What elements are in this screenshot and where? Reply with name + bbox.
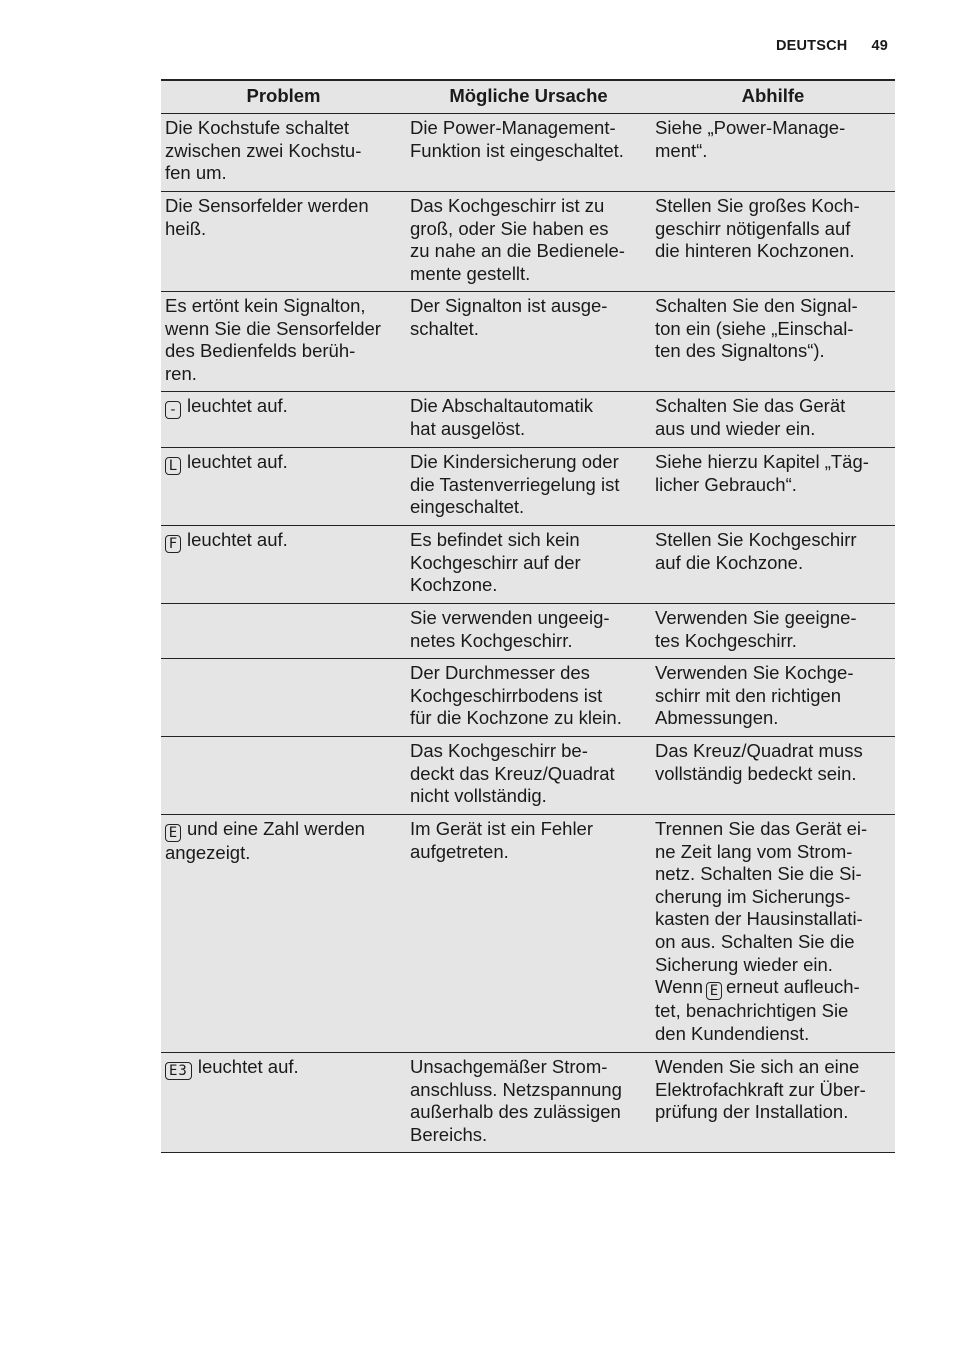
page-number: 49: [871, 38, 888, 54]
problem-text: leuchtet auf.: [187, 529, 288, 550]
cause-cell: Die Kindersicherung oder die Tastenverriegelung ist eingeschaltet.: [410, 451, 620, 518]
problem-cell: [161, 526, 406, 604]
column-header-remedy: Abhilfe: [741, 85, 805, 106]
problem-cell: [161, 815, 406, 1053]
remedy-cell: Schalten Sie den Signal- ton ein (siehe „Einschal- ten des Signaltons“).: [655, 295, 858, 362]
cause-cell: Die Power-Management- Funktion ist eingeschaltet.: [410, 117, 624, 161]
table-row: [161, 292, 895, 392]
problem-cell: Es ertönt kein Signalton, wenn Sie die Sensorfelder des Bedienfelds berüh- ren.: [165, 295, 381, 384]
problem-cell: [161, 604, 406, 659]
cause-cell: Unsachgemäßer Strom- anschluss. Netzspannung außerhalb des zulässigen Bereichs.: [410, 1056, 622, 1145]
table-row: [161, 604, 895, 659]
cause-cell: Es befindet sich kein Kochgeschirr auf der Kochzone.: [410, 529, 581, 596]
display-l-symbol: L: [165, 457, 181, 475]
table-row: [161, 448, 895, 526]
remedy-cell: Das Kreuz/Quadrat muss vollständig bedeckt sein.: [655, 740, 863, 784]
table-header-row: [161, 80, 895, 114]
display-dash-symbol: -: [165, 401, 181, 419]
cause-cell: Das Kochgeschirr ist zu groß, oder Sie haben es zu nahe an die Bedienele- mente gestellt.: [410, 195, 625, 284]
remedy-cell: Siehe hierzu Kapitel „Täg- licher Gebrauch“.: [655, 451, 869, 495]
remedy-cell: [651, 815, 895, 1053]
table-row: [161, 1053, 895, 1153]
problem-cell: [161, 392, 406, 448]
remedy-text-part2: erneut aufleuch- tet, benachrichtigen Sie den Kundendienst.: [655, 976, 860, 1044]
table-row: [161, 526, 895, 604]
troubleshooting-table: [161, 79, 895, 1153]
cause-cell: Die Abschaltautomatik hat ausgelöst.: [410, 395, 594, 439]
table-row: [161, 737, 895, 815]
column-header-cause: Mögliche Ursache: [449, 85, 608, 106]
page-header: [776, 38, 888, 54]
table-row: [161, 815, 895, 1053]
display-e3-symbol: E3: [165, 1062, 192, 1080]
cause-cell: Im Gerät ist ein Fehler aufgetreten.: [410, 818, 594, 862]
remedy-cell: Stellen Sie Kochgeschirr auf die Kochzone.: [655, 529, 857, 573]
remedy-cell: Siehe „Power-Manage- ment“.: [655, 117, 846, 161]
problem-text: und eine Zahl werden angezeigt.: [165, 818, 365, 863]
display-f-symbol: F: [165, 535, 181, 553]
cause-cell: Der Signalton ist ausge- schaltet.: [410, 295, 608, 339]
remedy-cell: Verwenden Sie Kochge- schirr mit den richtigen Abmessungen.: [655, 662, 854, 729]
problem-text: leuchtet auf.: [187, 451, 288, 472]
remedy-cell: Stellen Sie großes Koch- geschirr nötigenfalls auf die hinteren Kochzonen.: [655, 195, 860, 262]
table-row: [161, 114, 895, 192]
column-header-problem: Problem: [246, 85, 321, 106]
problem-text: leuchtet auf.: [187, 395, 288, 416]
cause-cell: Das Kochgeschirr be- deckt das Kreuz/Quadrat nicht vollständig.: [410, 740, 615, 807]
problem-cell: [161, 659, 406, 737]
language-label: DEUTSCH: [775, 38, 848, 54]
cause-cell: Der Durchmesser des Kochgeschirrbodens ist für die Kochzone zu klein.: [410, 662, 622, 729]
remedy-cell: Schalten Sie das Gerät aus und wieder ein.: [655, 395, 846, 439]
remedy-text-part1: Trennen Sie das Gerät ei- ne Zeit lang vom Strom- netz. Schalten Sie die Si- cherung im Sicherungs- kasten der Hausinstallati- on aus. Schalten Sie die Sicherung wieder ein. Wenn: [655, 818, 868, 998]
display-e-symbol: E: [165, 824, 181, 842]
cause-cell: Sie verwenden ungeeig- netes Kochgeschirr.: [410, 607, 610, 651]
remedy-cell: Verwenden Sie geeigne- tes Kochgeschirr.: [655, 607, 857, 651]
table-row: [161, 192, 895, 292]
table-row: [161, 659, 895, 737]
problem-text: leuchtet auf.: [197, 1056, 299, 1077]
table-row: [161, 392, 895, 448]
remedy-cell: Wenden Sie sich an eine Elektrofachkraft zur Über- prüfung der Installation.: [655, 1056, 866, 1123]
display-e-symbol: E: [706, 982, 722, 1000]
problem-cell: Die Sensorfelder werden heiß.: [165, 195, 369, 239]
problem-cell: [161, 737, 406, 815]
problem-cell: Die Kochstufe schaltet zwischen zwei Kochstu- fen um.: [165, 117, 362, 184]
problem-cell: [161, 1053, 406, 1153]
problem-cell: [161, 448, 406, 526]
